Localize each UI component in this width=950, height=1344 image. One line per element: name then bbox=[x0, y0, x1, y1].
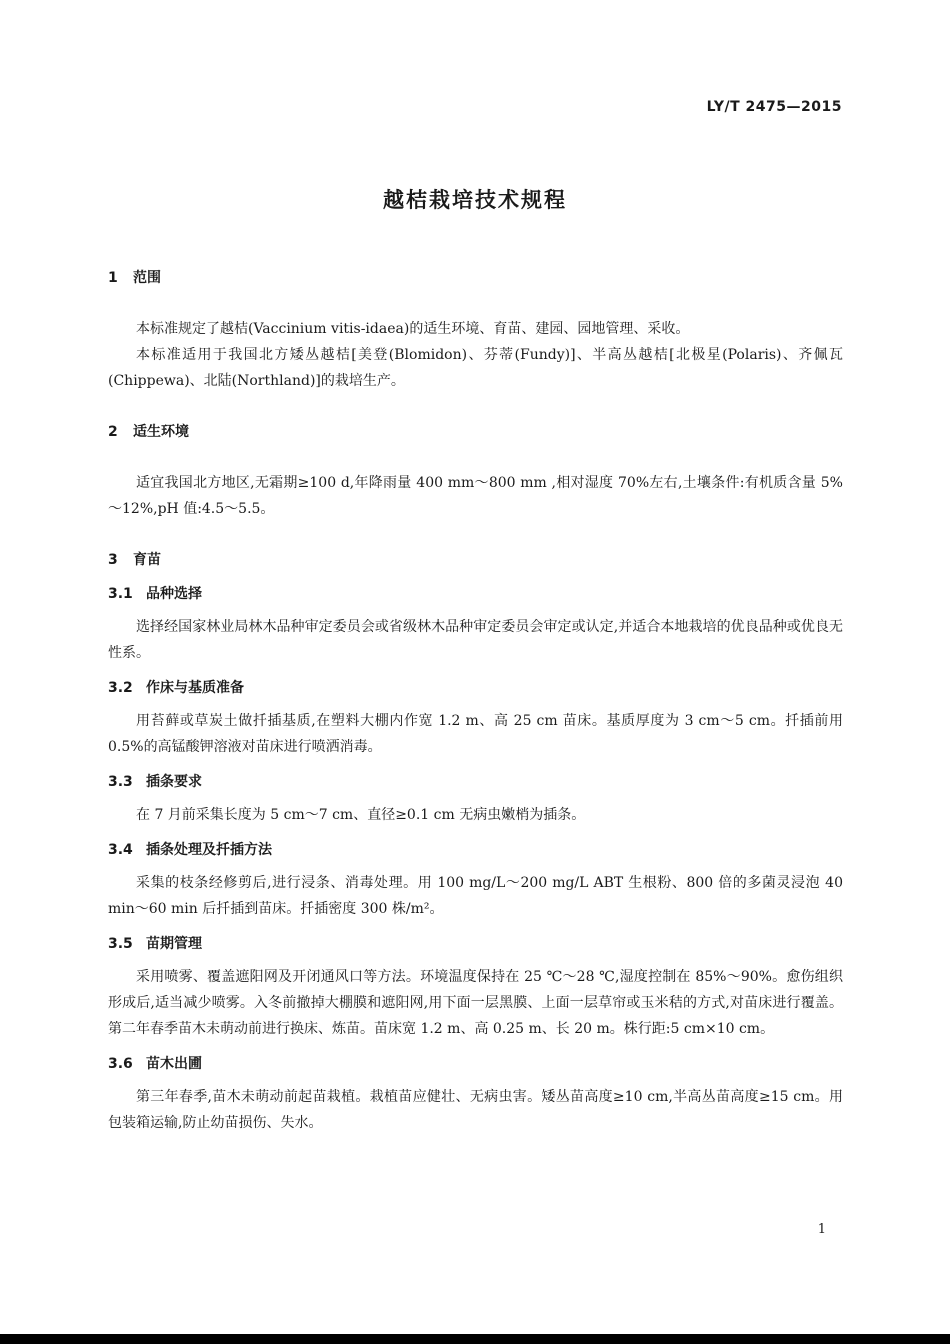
subsection-title: 品种选择 bbox=[146, 586, 202, 602]
section-heading-environment bbox=[108, 420, 843, 444]
page-number: 1 bbox=[817, 1222, 826, 1237]
paragraph: 第三年春季,苗木未萌动前起苗栽植。栽植苗应健壮、无病虫害。矮丛苗高度≥10 cm,半高丛苗高度≥15 cm。用包装箱运输,防止幼苗损伤、失水。 bbox=[108, 1089, 843, 1131]
subsection-number: 3.4 bbox=[108, 842, 133, 858]
subsection-heading-nursery-out bbox=[108, 1052, 843, 1076]
subsection-number: 3.6 bbox=[108, 1056, 133, 1072]
scan-edge-bar bbox=[0, 1334, 950, 1344]
paragraph: 在 7 月前采集长度为 5 cm～7 cm、直径≥0.1 cm 无病虫嫩梢为插条。 bbox=[136, 807, 586, 823]
paragraph: 选择经国家林业局林木品种审定委员会或省级林木品种审定委员会审定或认定,并适合本地栽培的优良品种或优良无性系。 bbox=[108, 619, 843, 661]
section-title: 适生环境 bbox=[133, 424, 189, 440]
subsection-title: 苗期管理 bbox=[146, 936, 202, 952]
subsection-number: 3.5 bbox=[108, 936, 133, 952]
document-title: 越桔栽培技术规程 bbox=[383, 188, 567, 212]
section-heading-scope bbox=[108, 266, 843, 290]
subsection-title: 苗木出圃 bbox=[146, 1056, 202, 1072]
section-number: 3 bbox=[108, 552, 118, 568]
paragraph: 采集的枝条经修剪后,进行浸条、消毒处理。用 100 mg/L～200 mg/L ABT 生根粉、800 倍的多菌灵浸泡 40 min～60 min 后扦插到苗床。扦插密度 300 株/m²。 bbox=[108, 875, 843, 917]
section-number: 1 bbox=[108, 270, 118, 286]
paragraph: 用苔藓或草炭土做扦插基质,在塑料大棚内作宽 1.2 m、高 25 cm 苗床。基质厚度为 3 cm～5 cm。扦插前用 0.5%的高锰酸钾溶液对苗床进行喷洒消毒。 bbox=[108, 713, 843, 755]
section-title: 育苗 bbox=[133, 552, 161, 568]
subsection-title: 作床与基质准备 bbox=[146, 680, 244, 696]
subsection-heading-management bbox=[108, 932, 843, 956]
paragraph: 本标准规定了越桔(Vaccinium vitis-idaea)的适生环境、育苗、建园、园地管理、采收。 bbox=[136, 321, 690, 337]
subsection-number: 3.1 bbox=[108, 586, 133, 602]
section-number: 2 bbox=[108, 424, 118, 440]
subsection-title: 插条要求 bbox=[146, 774, 202, 790]
document-body bbox=[108, 266, 843, 1136]
subsection-heading-method bbox=[108, 838, 843, 862]
subsection-number: 3.3 bbox=[108, 774, 133, 790]
paragraph: 适宜我国北方地区,无霜期≥100 d,年降雨量 400 mm～800 mm ,相对湿度 70%左右,土壤条件:有机质含量 5%～12%,pH 值:4.5～5.5。 bbox=[108, 475, 843, 517]
subsection-title: 插条处理及扦插方法 bbox=[146, 842, 272, 858]
section-title: 范围 bbox=[133, 270, 161, 286]
subsection-heading-bed bbox=[108, 676, 843, 700]
subsection-number: 3.2 bbox=[108, 680, 133, 696]
section-heading-seedling bbox=[108, 548, 843, 572]
paragraph: 本标准适用于我国北方矮丛越桔[美登(Blomidon)、芬蒂(Fundy)]、半高丛越桔[北极星(Polaris)、齐佩瓦(Chippewa)、北陆(Northland)]的栽培生产。 bbox=[108, 347, 843, 389]
subsection-heading-variety bbox=[108, 582, 843, 606]
standard-code: LY/T 2475—2015 bbox=[706, 99, 842, 115]
subsection-heading-cutting bbox=[108, 770, 843, 794]
paragraph: 采用喷雾、覆盖遮阳网及开闭通风口等方法。环境温度保持在 25 ℃～28 ℃,湿度控制在 85%～90%。愈伤组织形成后,适当减少喷雾。入冬前撤掉大棚膜和遮阳网,用下面一层黑膜、上面一层草帘或玉米秸的方式,对苗床进行覆盖。第二年春季苗木未萌动前进行换床、炼苗。苗床宽 1.2 m、高 0.25 m、长 20 m。株行距:5 cm×10 cm。 bbox=[108, 969, 843, 1037]
